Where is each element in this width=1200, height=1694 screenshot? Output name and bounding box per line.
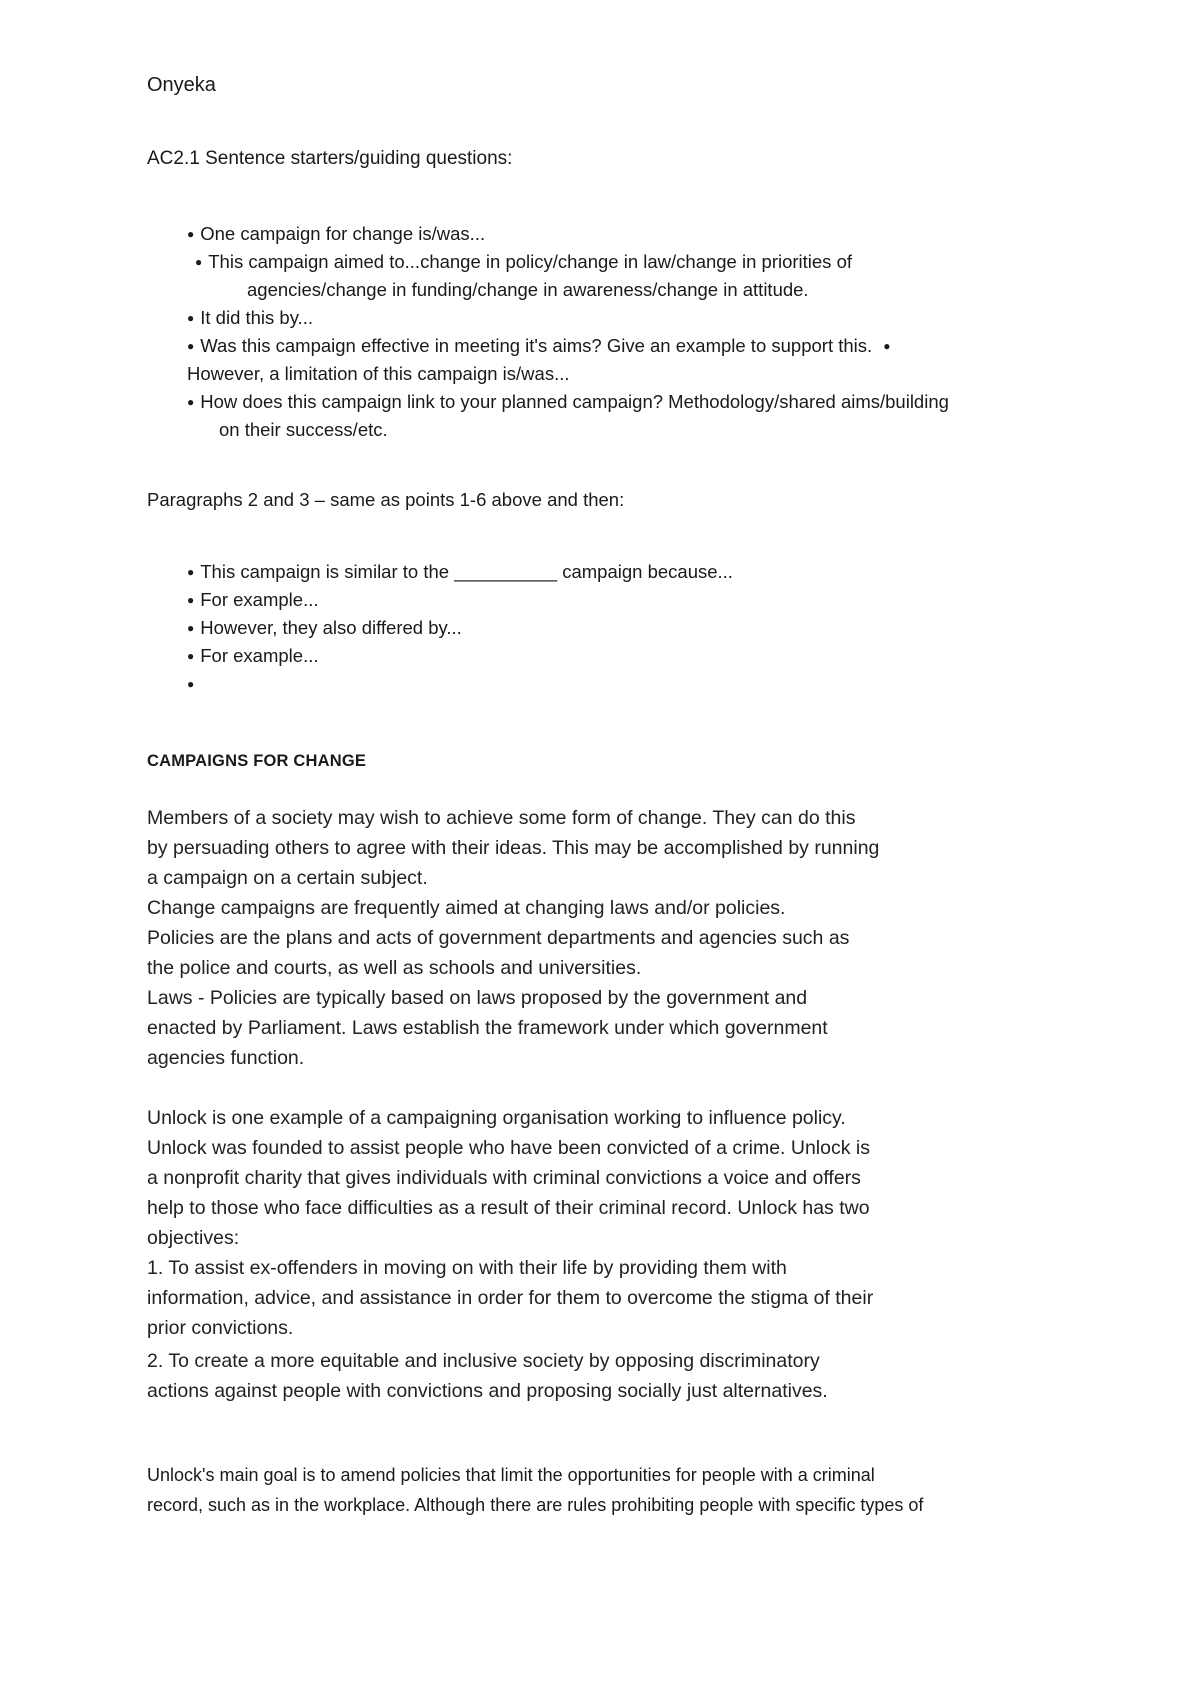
bullet-icon: ● — [883, 339, 891, 353]
unlock-line: actions against people with convictions and proposing socially just alternatives. — [147, 1380, 828, 1402]
ac-heading: AC2.1 Sentence starters/guiding questions: — [147, 148, 513, 169]
bullet-icon: ● — [187, 565, 195, 579]
campaigns-line: enacted by Parliament. Laws establish the framework under which government — [147, 1017, 828, 1039]
campaigns-line: Policies are the plans and acts of government departments and agencies such as — [147, 927, 850, 949]
bullet-icon: ● — [195, 255, 203, 269]
campaigns-line: Laws - Policies are typically based on laws proposed by the government and — [147, 987, 808, 1009]
campaigns-line: the police and courts, as well as schools and universities. — [147, 957, 642, 979]
section-title: CAMPAIGNS FOR CHANGE — [147, 752, 367, 770]
bullet-icon: ● — [187, 593, 195, 607]
guide-bullet-2-continued: agencies/change in funding/change in awareness/change in attitude. — [247, 279, 809, 300]
unlock-line: information, advice, and assistance in order for them to overcome the stigma of their — [147, 1287, 874, 1309]
paragraph-bullet-1: ● This campaign is similar to the __________ campaign because... — [187, 561, 733, 582]
author-name: Onyeka — [147, 74, 216, 96]
bullet-icon: ● — [187, 311, 195, 325]
campaigns-line: Change campaigns are frequently aimed at changing laws and/or policies. — [147, 897, 786, 919]
unlock-line: help to those who face difficulties as a result of their criminal record. Unlock has two — [147, 1197, 870, 1219]
unlock-line: Unlock was founded to assist people who have been convicted of a crime. Unlock is — [147, 1137, 870, 1159]
bullet-icon: ● — [187, 649, 195, 663]
paragraph-bullet-5 — [187, 672, 200, 696]
campaigns-line: a campaign on a certain subject. — [147, 867, 428, 889]
guide-bullet-4: ● Was this campaign effective in meeting it's aims? Give an example to support this. ● — [187, 335, 891, 356]
goal-line: Unlock's main goal is to amend policies that limit the opportunities for people with a criminal — [147, 1465, 875, 1485]
campaigns-line: Members of a society may wish to achieve some form of change. They can do this — [147, 807, 856, 829]
unlock-line: 1. To assist ex-offenders in moving on with their life by providing them with — [147, 1257, 787, 1279]
goal-line: record, such as in the workplace. Although there are rules prohibiting people with specific types of — [147, 1495, 924, 1515]
unlock-line: prior convictions. — [147, 1317, 294, 1339]
paragraph-bullet-4: ● For example... — [187, 645, 319, 666]
paragraph-bullet-3: ● However, they also differed by... — [187, 617, 462, 638]
bullet-icon: ● — [187, 227, 195, 241]
unlock-line: objectives: — [147, 1227, 240, 1249]
guide-bullet-6: ● How does this campaign link to your planned campaign? Methodology/shared aims/building — [187, 391, 949, 412]
guide-bullet-5: However, a limitation of this campaign is/was... — [187, 363, 570, 384]
unlock-line: a nonprofit charity that gives individuals with criminal convictions a voice and offers — [147, 1167, 861, 1189]
campaigns-line: by persuading others to agree with their ideas. This may be accomplished by running — [147, 837, 880, 859]
bullet-icon: ● — [187, 621, 195, 635]
guide-bullet-1: ● One campaign for change is/was... — [187, 223, 486, 244]
unlock-line: 2. To create a more equitable and inclusive society by opposing discriminatory — [147, 1350, 820, 1372]
campaigns-line: agencies function. — [147, 1047, 305, 1069]
paragraph-bullet-2: ● For example... — [187, 589, 319, 610]
guide-bullet-3: ● It did this by... — [187, 307, 314, 328]
bullet-icon: ● — [187, 395, 195, 409]
paragraphs-intro: Paragraphs 2 and 3 – same as points 1-6 above and then: — [147, 489, 625, 510]
unlock-line: Unlock is one example of a campaigning organisation working to influence policy. — [147, 1107, 846, 1129]
bullet-icon: ● — [187, 677, 195, 691]
bullet-icon: ● — [187, 339, 195, 353]
guide-bullet-2: ● This campaign aimed to...change in policy/change in law/change in priorities of — [195, 251, 853, 272]
guide-bullet-6-continued: on their success/etc. — [219, 419, 388, 440]
